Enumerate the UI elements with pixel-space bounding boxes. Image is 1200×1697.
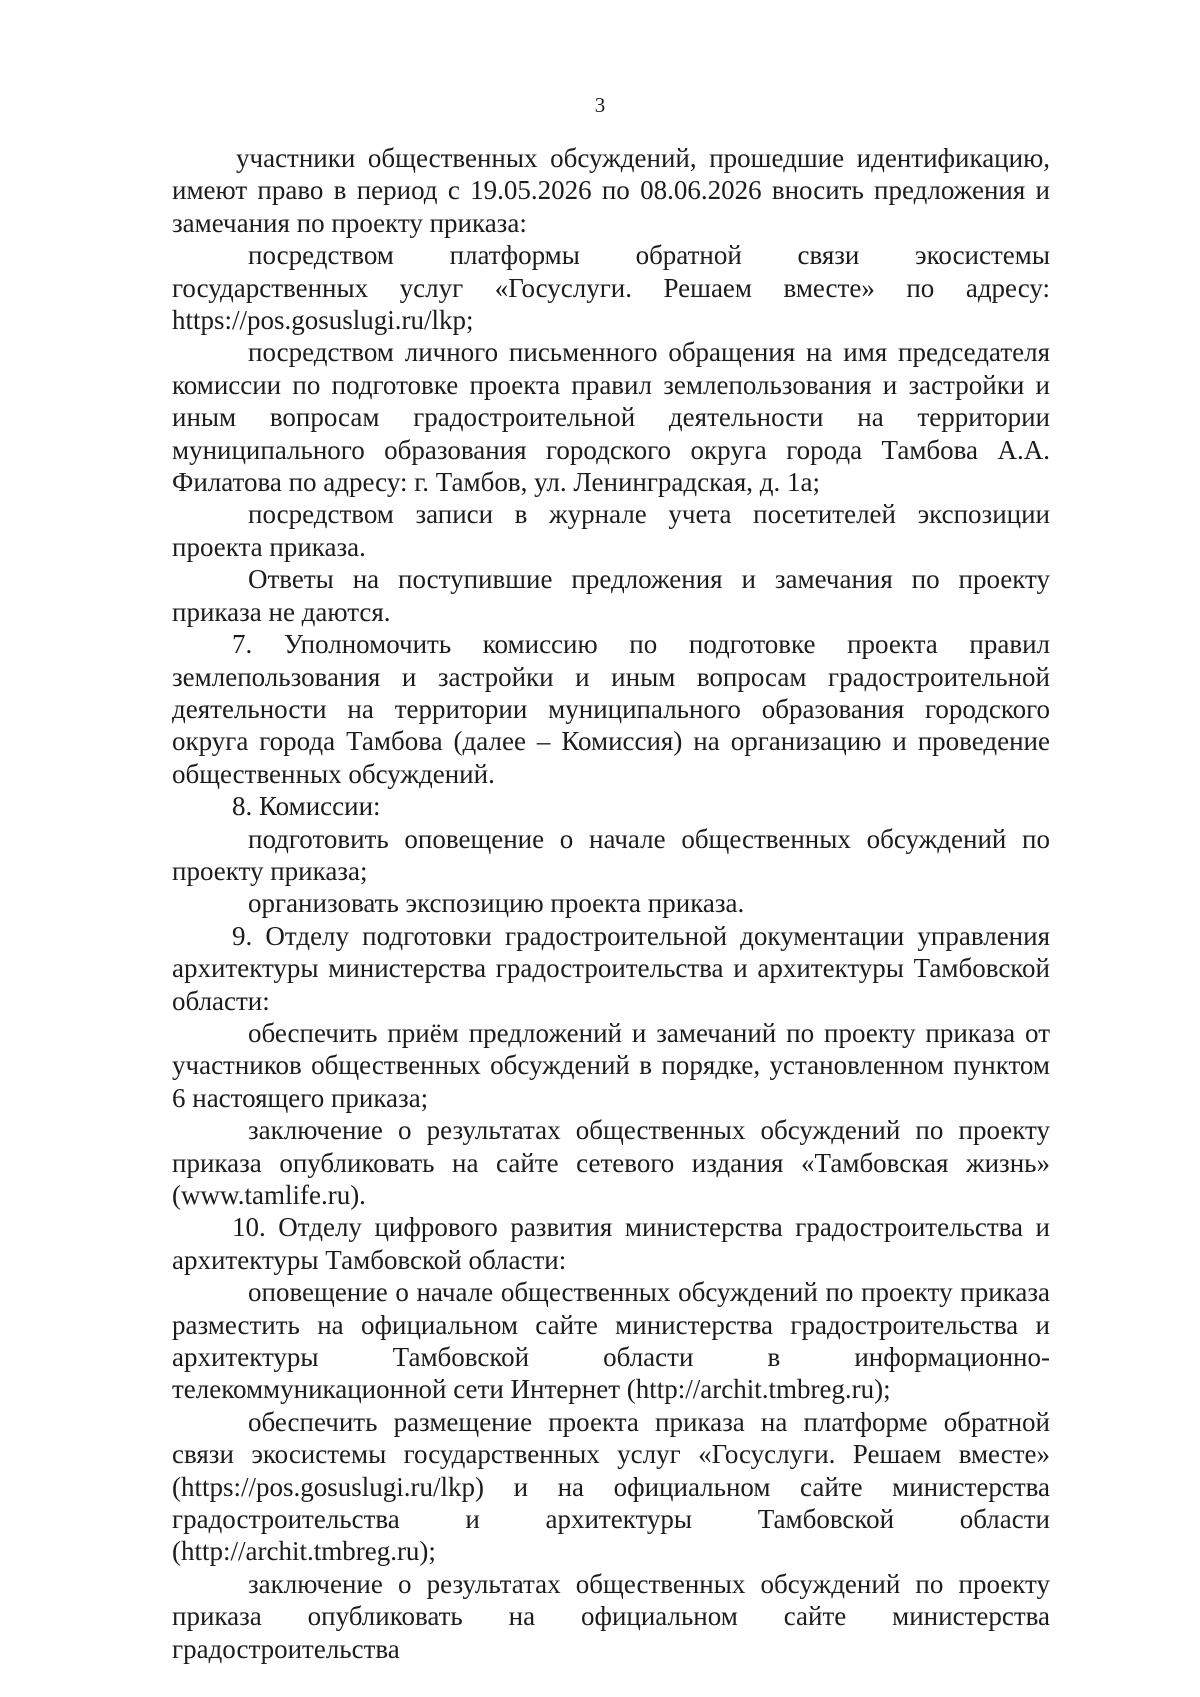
paragraph-no-replies: Ответы на поступившие предложения и замечания по проекту приказа не даются. (172, 564, 1050, 627)
paragraph-ensure-placement: обеспечить размещение проекта приказа на платформе обратной связи экосистемы государственных услуг «Госуслуги. Решаем вместе» (https://pos.gosuslugi.ru/lkp) и на официальном сайте министерства градостроительства и архитектуры Тамбовской области (http://archit.tmbreg.ru); (172, 1406, 1050, 1567)
paragraph-organize-exposition: организовать экспозицию проекта приказа. (248, 888, 745, 919)
document-body (172, 142, 1050, 1665)
paragraph-prepare-notice: подготовить оповещение о начале общественных обсуждений по проекту приказа; (172, 823, 1050, 886)
paragraph-item-10: 10. Отделу цифрового развития министерства градостроительства и архитектуры Тамбовской области: (172, 1212, 1050, 1275)
paragraph-publish-tamlife: заключение о результатах общественных обсуждений по проекту приказа опубликовать на сайте сетевого издания «Тамбовская жизнь» (www.tamlife.ru). (172, 1115, 1050, 1210)
paragraph-written-appeal: посредством личного письменного обращения на имя председателя комиссии по подготовке проекта правил землепользования и застройки и иным вопросам градостроительной деятельности на территории муниципального образования городского округа города Тамбова А.А. Филатова по адресу: г. Тамбов, ул. Ленинградская, д. 1а; (172, 337, 1050, 498)
paragraph-item-7: 7. Уполномочить комиссию по подготовке проекта правил землепользования и застройки и иным вопросам градостроительной деятельности на территории муниципального образования городского округа города Тамбова (далее – Комиссия) на организацию и проведение общественных обсуждений. (172, 629, 1050, 789)
paragraph-ensure-reception: обеспечить приём предложений и замечаний по проекту приказа от участников общественных обсуждений в порядке, установленном пунктом 6 настоящего приказа; (172, 1017, 1050, 1113)
paragraph-visitor-journal: посредством записи в журнале учета посетителей экспозиции проекта приказа. (172, 499, 1050, 562)
paragraph-participants-rights: участники общественных обсуждений, прошедшие идентификацию, имеют право в период с 19.05.2026 по 08.06.2026 вносить предложения и замечания по проекту приказа: (172, 143, 1050, 238)
paragraph-post-notice: оповещение о начале общественных обсуждений по проекту приказа разместить на официальном сайте министерства градостроительства и архитектуры Тамбовской области в информационно-телекоммуникационной сети Интернет (http://archit.tmbreg.ru); (172, 1277, 1050, 1405)
paragraph-publish-conclusion: заключение о результатах общественных обсуждений по проекту приказа опубликовать на официальном сайте министерства градостроительства (172, 1568, 1050, 1664)
paragraph-item-8: 8. Комиссии: (232, 791, 381, 822)
page-number: 3 (594, 93, 606, 117)
paragraph-platform-feedback: посредством платформы обратной связи экосистемы государственных услуг «Госуслуги. Решаем вместе» по адресу: https://pos.gosuslugi.ru/lkp; (172, 240, 1050, 336)
paragraph-item-9: 9. Отделу подготовки градостроительной документации управления архитектуры министерства градостроительства и архитектуры Тамбовской области: (172, 920, 1050, 1016)
